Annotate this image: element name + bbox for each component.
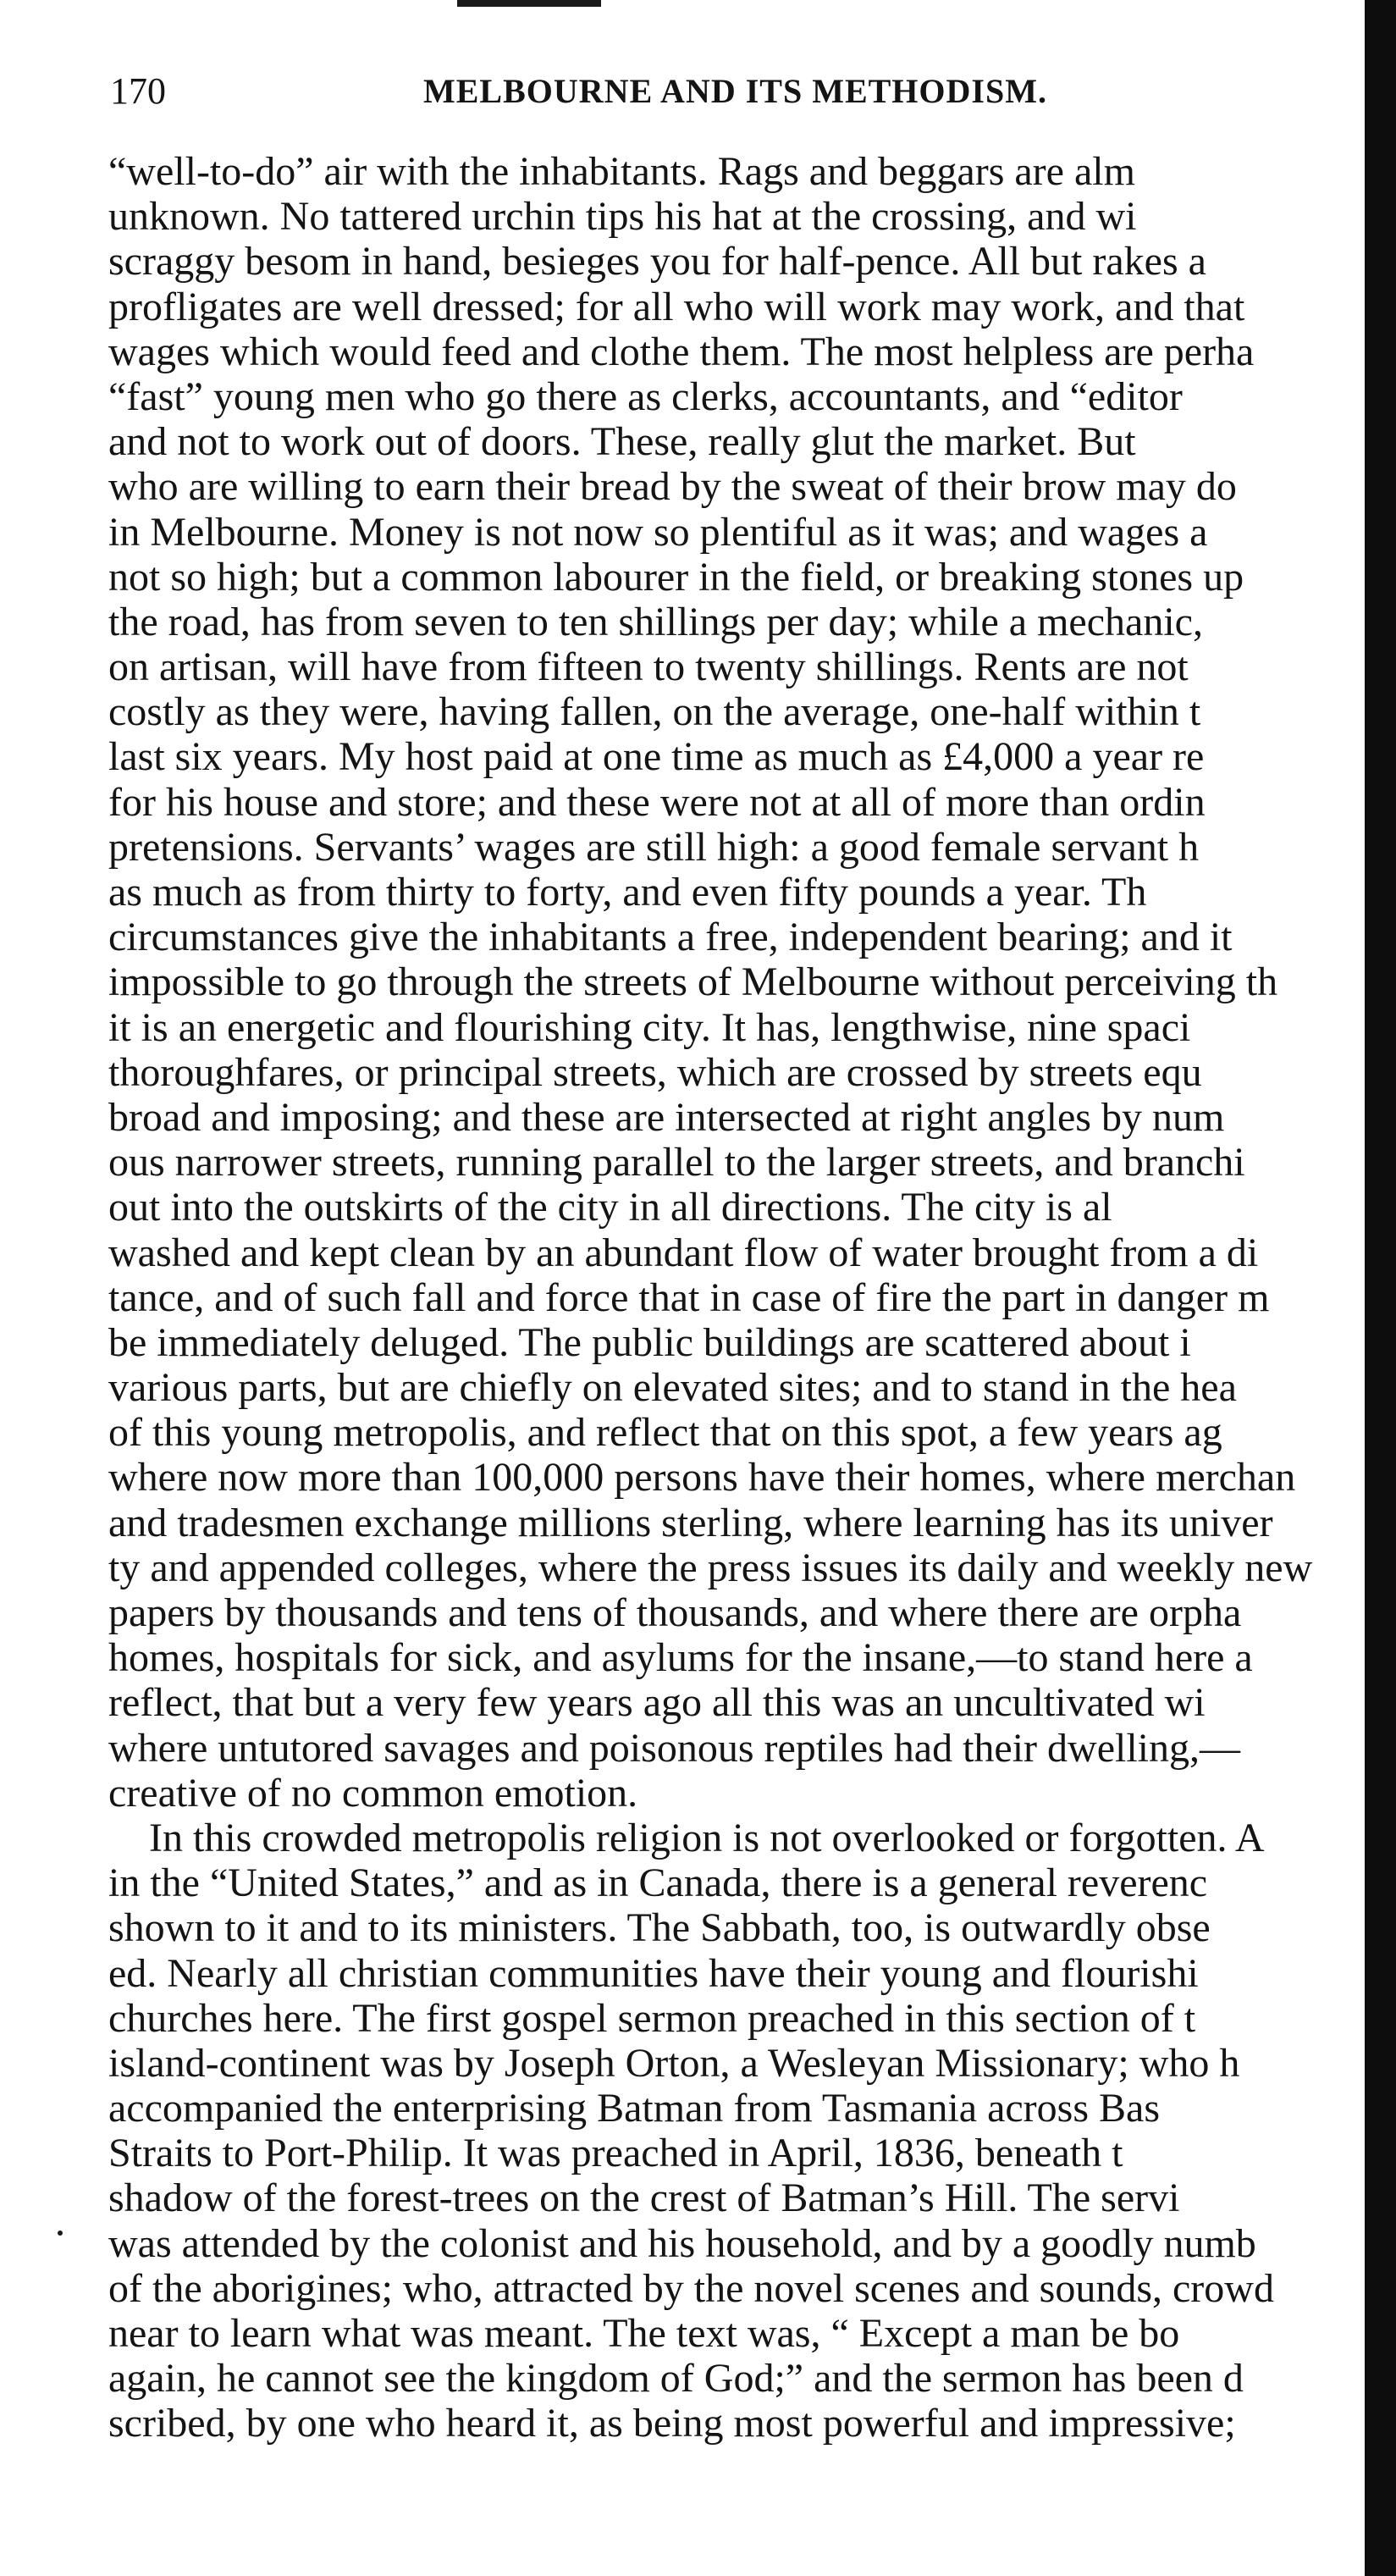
running-head: MELBOURNE AND ITS METHODISM. [423,72,1047,110]
text-line: reflect, that but a very few years ago all this was an uncultivated wi [108,1680,1206,1726]
text-line: unknown. No tattered urchin tips his hat at the crossing, and wi [108,194,1137,240]
text-line: costly as they were, having fallen, on the average, one-half within t [108,689,1201,735]
text-line: accompanied the enterprising Batman from Tasmania across Bas [108,2086,1161,2131]
text-line: “well-to-do” air with the inhabitants. Rags and beggars are alm [108,149,1135,194]
text-line: was attended by the colonist and his household, and by a goodly numb [108,2220,1256,2266]
text-line: thoroughfares, or principal streets, which are crossed by streets equ [108,1049,1202,1095]
paragraph-1 [108,149,1361,1816]
text-line: “fast” young men who go there as clerks, accountants, and “editor [108,373,1183,419]
text-line: island-continent was by Joseph Orton, a Wesleyan Missionary; who h [108,2040,1240,2086]
text-line: circumstances give the inhabitants a free, independent bearing; and it [108,915,1233,960]
page-edge-shadow [1365,0,1396,2576]
text-line: homes, hospitals for sick, and asylums for the insane,—to stand here a [108,1635,1253,1681]
text-line: who are willing to earn their bread by the sweat of their brow may do [108,464,1237,510]
text-line: on artisan, will have from fifteen to twenty shillings. Rents are not [108,644,1189,690]
text-line: it is an energetic and flourishing city. It has, lengthwise, nine spaci [108,1004,1191,1050]
text-line: papers by thousands and tens of thousands, and where there are orpha [108,1590,1242,1635]
text-line: pretensions. Servants’ wages are still high: a good female servant h [108,824,1200,870]
text-line: not so high; but a common labourer in the field, or breaking stones up [108,554,1244,600]
text-line: impossible to go through the streets of Melbourne without perceiving th [108,959,1278,1005]
text-line: where untutored savages and poisonous reptiles had their dwelling,— [108,1725,1241,1771]
text-line: broad and imposing; and these are intersected at right angles by num [108,1094,1225,1140]
text-line: In this crowded metropolis religion is not overlooked or forgotten. A [149,1815,1265,1860]
page-number: 170 [110,70,166,112]
text-line: scraggy besom in hand, besieges you for half-pence. All but rakes a [108,239,1206,285]
text-line: scribed, by one who heard it, as being most powerful and impressive; [108,2401,1236,2446]
text-line: creative of no common emotion. [108,1770,638,1816]
text-line: as much as from thirty to forty, and even fifty pounds a year. Th [108,870,1147,915]
text-line: in Melbourne. Money is not now so plentiful as it was; and wages a [108,509,1208,555]
text-line: various parts, but are chiefly on elevated sites; and to stand in the hea [108,1365,1237,1411]
text-line: in the “United States,” and as in Canada, there is a general reverenc [108,1860,1208,1906]
text-line: ed. Nearly all christian communities have their young and flourishi [108,1950,1199,1996]
text-line: churches here. The first gospel sermon preached in this section of t [108,1995,1196,2041]
text-line: for his house and store; and these were not at all of more than ordin [108,779,1206,825]
text-line: washed and kept clean by an abundant flow of water brought from a di [108,1230,1259,1275]
text-line: tance, and of such fall and force that in case of fire the part in danger m [108,1274,1270,1320]
text-line: be immediately deluged. The public buildings are scattered about i [108,1319,1191,1365]
text-line: and not to work out of doors. These, really glut the market. But [108,419,1136,465]
text-line: Straits to Port-Philip. It was preached in April, 1836, beneath t [108,2131,1123,2176]
text-line: ous narrower streets, running parallel to the larger streets, and branchi [108,1140,1245,1186]
body-text [108,149,1361,2554]
text-line: where now more than 100,000 persons have their homes, where merchan [108,1455,1296,1501]
text-line: last six years. My host paid at one time as much as £4,000 a year re [108,734,1205,780]
paragraph-2 [108,1816,1361,2446]
text-line: and tradesmen exchange millions sterling, where learning has its univer [108,1500,1273,1545]
text-line: the road, has from seven to ten shillings per day; while a mechanic, [108,599,1203,644]
text-line: wages which would feed and clothe them. The most helpless are perha [108,329,1255,374]
text-line: shown to it and to its ministers. The Sabbath, too, is outwardly obse [108,1905,1211,1951]
margin-mark [58,2231,63,2236]
text-line: ty and appended colleges, where the press issues its daily and weekly new [108,1545,1313,1590]
page-header [110,66,1329,125]
top-rule [457,0,601,7]
text-line: shadow of the forest-trees on the crest of Batman’s Hill. The servi [108,2175,1180,2221]
text-line: near to learn what was meant. The text was, “ Except a man be bo [108,2311,1180,2356]
text-line: profligates are well dressed; for all who will work may work, and that [108,284,1245,329]
text-line: out into the outskirts of the city in all directions. The city is al [108,1185,1112,1230]
text-line: of this young metropolis, and reflect that on this spot, a few years ag [108,1410,1222,1456]
text-line: again, he cannot see the kingdom of God;” and the sermon has been d [108,2356,1244,2402]
text-line: of the aborigines; who, attracted by the novel scenes and sounds, crowd [108,2265,1274,2311]
